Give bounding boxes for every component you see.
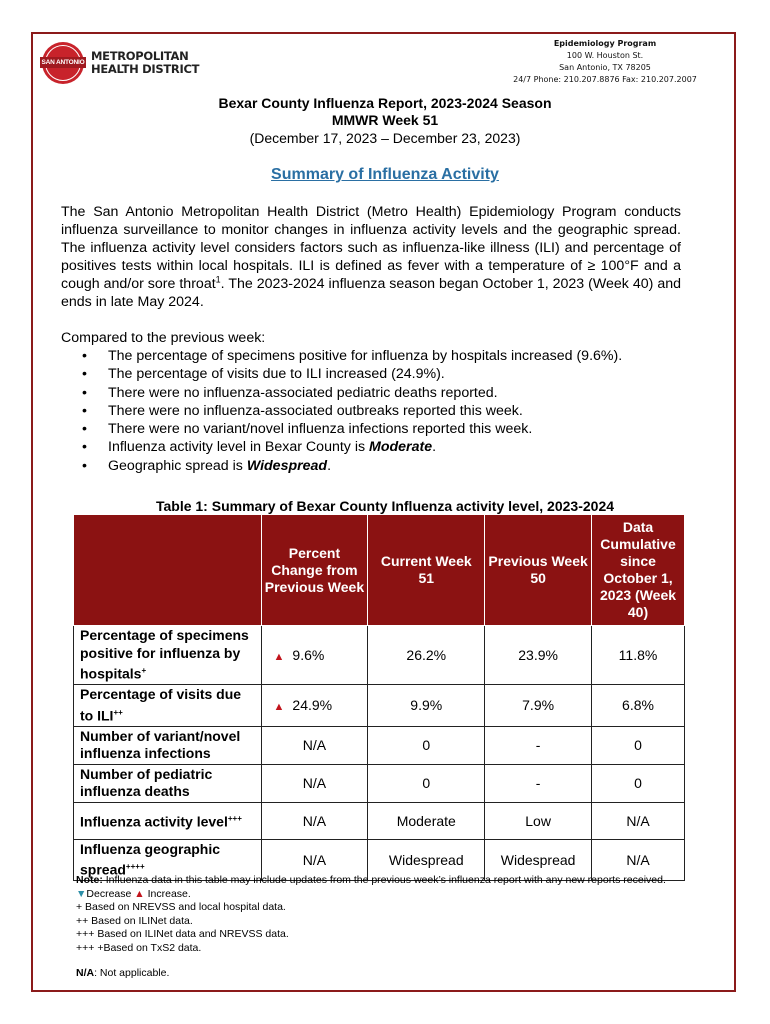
logo-wordmark	[91, 50, 199, 76]
cell-current-week: 9.9%	[368, 685, 485, 727]
cell-current-week: 26.2%	[368, 626, 485, 685]
intro-text: The San Antonio Metropolitan Health District (Metro Health) Epidemiology Program conducts influenza surveillance to monitor changes in influenza activity levels and the geographic spread. The influenza activity level considers factors such as influenza-like illness (ILI) and percentage of positives tests within local hospitals. ILI is defined as fever with a temperature of ≥ 100°F and a cough and/or sore throat	[61, 204, 681, 292]
influenza-summary-table	[73, 514, 685, 881]
header-blank	[74, 515, 262, 626]
row-label-footnote: ++	[113, 707, 123, 717]
legend-line: ▼Decrease ▲ Increase.	[76, 887, 191, 900]
header-previous-week: Previous Week 50	[485, 515, 592, 626]
cell-current-week: 0	[368, 764, 485, 802]
bullet-item: • There were no influenza-associated outbreaks reported this week.	[82, 402, 523, 419]
header-percent-change: Percent Change from Previous Week	[261, 515, 368, 626]
bullet-item: • Influenza activity level in Bexar County is Moderate.	[82, 439, 437, 456]
cell-percent-change: ▲ 24.9%	[261, 685, 368, 727]
table-caption: Table 1: Summary of Bexar County Influenza activity level, 2023-2024	[155, 498, 615, 514]
row-label: Influenza geographic spread++++	[74, 839, 262, 881]
compare-intro: Compared to the previous week:	[61, 330, 266, 346]
metro-health-logo	[42, 42, 199, 84]
row-label: Percentage of visits due to ILI++	[74, 685, 262, 727]
cell-percent-change: N/A	[261, 802, 368, 839]
cell-previous-week: Low	[485, 802, 592, 839]
cell-previous-week: 7.9%	[485, 685, 592, 727]
report-week: MMWR Week 51	[331, 112, 439, 128]
bullet-item: • Geographic spread is Widespread.	[82, 457, 332, 474]
table-row	[74, 685, 685, 727]
section-title: Summary of Influenza Activity	[271, 166, 499, 183]
logo-line-2: HEALTH DISTRICT	[91, 62, 200, 76]
address-line-2: San Antonio, TX 78205	[559, 63, 651, 72]
increase-icon: ▲	[134, 887, 145, 900]
spread-emph: Widespread	[246, 457, 328, 474]
bullet-item: • There were no influenza-associated pediatric deaths reported.	[82, 384, 498, 401]
bullet-item: • The percentage of specimens positive for influenza by hospitals increased (9.6%).	[82, 348, 623, 364]
bullet-item: • The percentage of visits due to ILI increased (24.9%).	[82, 366, 445, 383]
header-cumulative: Data Cumulative since October 1, 2023 (Week 40)	[592, 515, 685, 626]
seal-text: SAN ANTONIO	[41, 59, 85, 66]
row-label: Number of pediatric influenza deaths	[74, 764, 262, 802]
increase-icon: ▲	[273, 701, 285, 714]
cell-percent-change: N/A	[261, 839, 368, 881]
cell-percent-change: ▲ 9.6%	[261, 626, 368, 685]
cell-previous-week: -	[485, 726, 592, 764]
cell-previous-week: 23.9%	[485, 626, 592, 685]
cell-cumulative: 11.8%	[592, 626, 685, 685]
table-row	[74, 626, 685, 685]
program-name: Epidemiology Program	[553, 39, 657, 48]
cell-previous-week: -	[485, 764, 592, 802]
footnote-line: ++ Based on ILINet data.	[76, 914, 193, 927]
san-antonio-seal	[42, 42, 84, 84]
table-row	[74, 726, 685, 764]
cell-previous-week: Widespread	[485, 839, 592, 881]
increase-icon: ▲	[273, 651, 285, 664]
cell-current-week: 0	[368, 726, 485, 764]
cell-percent-change: N/A	[261, 726, 368, 764]
intro-paragraph	[61, 203, 681, 311]
cell-cumulative: N/A	[592, 839, 685, 881]
note-line: Note: Influenza data in this table may include updates from the previous week’s influenza report with any new reports received.	[76, 874, 666, 886]
row-label: Influenza activity level+++	[74, 802, 262, 839]
footnote-mark: 1	[215, 274, 221, 285]
bullet-item: • There were no variant/novel influenza infections reported this week.	[82, 421, 533, 438]
summary-bullets	[78, 347, 622, 475]
row-label-footnote: +++	[227, 814, 242, 824]
cell-cumulative: 0	[592, 726, 685, 764]
cell-cumulative: 0	[592, 764, 685, 802]
footnote-line: + Based on NREVSS and local hospital data.	[76, 901, 286, 913]
row-label: Number of variant/novel influenza infections	[74, 726, 262, 764]
activity-level-emph: Moderate	[369, 439, 433, 456]
report-title: Bexar County Influenza Report, 2023-2024 Season	[218, 95, 552, 111]
cell-percent-change: N/A	[261, 764, 368, 802]
table-row	[74, 802, 685, 839]
header-current-week: Current Week 51	[368, 515, 485, 626]
table-header-row	[74, 515, 685, 626]
footnote-line: +++ Based on ILINet data and NREVSS data.	[76, 928, 289, 940]
table-row	[74, 764, 685, 802]
footnote-line: +++ +Based on TxS2 data.	[76, 941, 202, 954]
table-notes	[76, 874, 666, 955]
address-line-1: 100 W. Houston St.	[566, 51, 644, 60]
row-label-footnote: +	[141, 666, 147, 675]
row-label: Percentage of specimens positive for influenza by hospitals+	[74, 626, 262, 685]
cell-cumulative: N/A	[592, 802, 685, 839]
report-dates: (December 17, 2023 – December 23, 2023)	[249, 130, 521, 146]
cell-current-week: Widespread	[368, 839, 485, 881]
logo-line-1: METROPOLITAN	[91, 49, 189, 63]
contact-block	[505, 38, 705, 86]
decrease-icon: ▼	[76, 887, 87, 900]
cell-current-week: Moderate	[368, 802, 485, 839]
phone-fax: 24/7 Phone: 210.207.8876 Fax: 210.207.2007	[513, 75, 697, 84]
na-note: N/A: Not applicable.	[76, 967, 170, 979]
row-label-footnote: ++++	[125, 862, 145, 872]
cell-cumulative: 6.8%	[592, 685, 685, 727]
intro-text-end: . The 2023-2024 influenza season began October 1, 2023 (Week 40) and ends in late May 2024.	[61, 276, 681, 310]
